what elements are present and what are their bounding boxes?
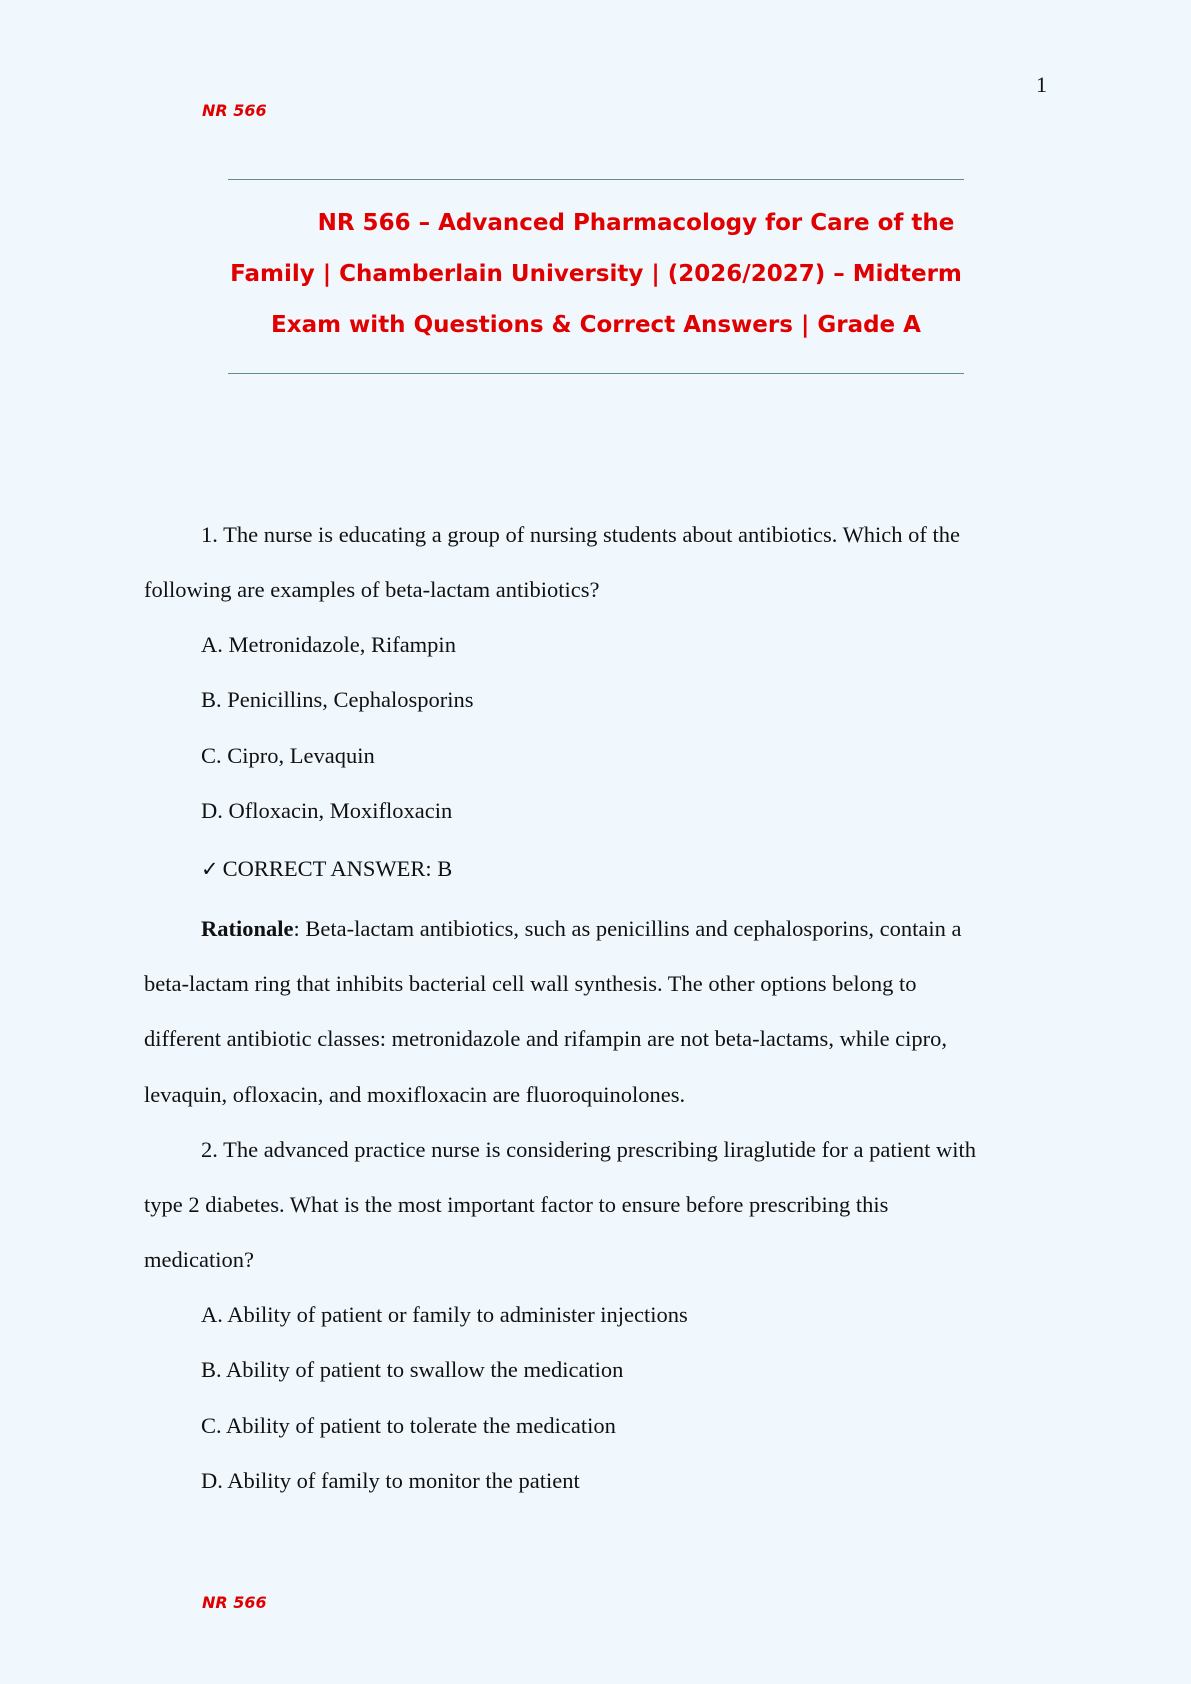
q1-option-d: D. Ofloxacin, Moxifloxacin [201,798,453,823]
document-title [216,198,976,351]
q2-stem-line-1: 2. The advanced practice nurse is considering prescribing liraglutide for a patient with [201,1137,976,1162]
footer-course-label: NR 566 [202,1593,267,1612]
q2-option-c: C. Ability of patient to tolerate the medication [201,1413,616,1438]
title-line-3: Exam with Questions & Correct Answers | Grade A [271,312,921,338]
q2-stem-line-3: medication? [144,1247,254,1272]
header-course-label: NR 566 [202,101,267,120]
q1-stem-line-1: 1. The nurse is educating a group of nursing students about antibiotics. Which of the [201,522,961,547]
checkmark-icon: ✓ [201,857,219,881]
title-line-1: NR 566 – Advanced Pharmacology for Care of the [317,210,955,236]
q1-option-a: A. Metronidazole, Rifampin [201,632,456,657]
q1-rationale-text-1: : Beta-lactam antibiotics, such as penicillins and cephalosporins, contain a [293,916,962,941]
q2-option-b: B. Ability of patient to swallow the medication [201,1357,624,1382]
page-number: 1 [1036,72,1047,97]
q2-option-a: A. Ability of patient or family to administer injections [201,1302,688,1327]
q1-correct-answer [201,856,1101,882]
title-bottom-rule [228,373,964,374]
title-line-2: Family | Chamberlain University | (2026/2027) – Midterm [230,261,962,287]
rationale-label: Rationale [201,916,294,941]
q1-option-c: C. Cipro, Levaquin [201,743,375,768]
q2-option-d: D. Ability of family to monitor the patient [201,1468,580,1493]
q1-answer-text: CORRECT ANSWER: B [222,856,453,881]
q1-stem-line-2: following are examples of beta-lactam antibiotics? [144,577,600,602]
title-top-rule [228,179,964,180]
q2-stem-line-2: type 2 diabetes. What is the most important factor to ensure before prescribing this [144,1192,889,1217]
q1-rationale-line-1 [201,916,1101,942]
q1-rationale-line-4: levaquin, ofloxacin, and moxifloxacin are fluoroquinolones. [144,1082,686,1107]
q1-option-b: B. Penicillins, Cephalosporins [201,687,474,712]
q1-rationale-line-2: beta-lactam ring that inhibits bacterial cell wall synthesis. The other options belong to [144,971,917,996]
q1-rationale-line-3: different antibiotic classes: metronidazole and rifampin are not beta-lactams, while cipro, [144,1026,948,1051]
